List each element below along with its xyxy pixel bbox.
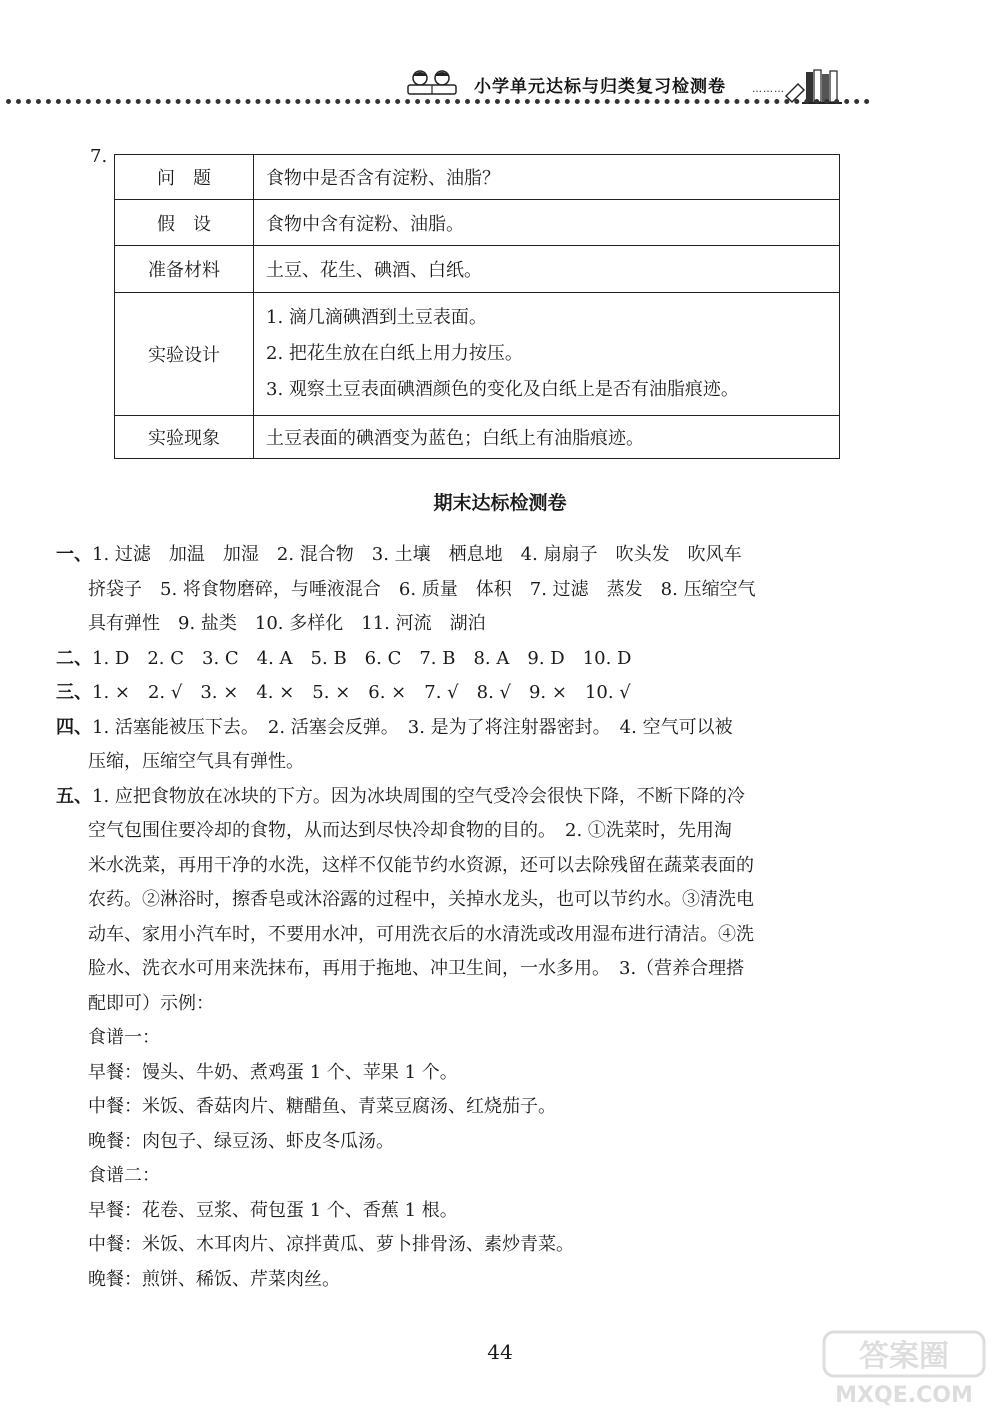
watermark-bottom: MXQE.COM: [835, 1383, 973, 1408]
experiment-table: [114, 154, 840, 459]
answer-line: 农药。②淋浴时，擦香皂或沐浴露的过程中，关掉水龙头，也可以节约水。③清洗电: [88, 889, 754, 910]
recipe-line: 晚餐：肉包子、绿豆汤、虾皮冬瓜汤。: [88, 1130, 394, 1152]
answer-text: 1. D 2. C 3. C 4. A 5. B 6. C 7. B 8. A 9. D 10. D: [92, 647, 632, 669]
row-content: 土豆表面的碘酒变为蓝色；白纸上有油脂痕迹。: [254, 416, 840, 459]
answer-text: 1. 活塞能被压下去。 2. 活塞会反弹。 3. 是为了将注射器密封。 4. 空气可以被: [92, 716, 733, 738]
answer-line: 米水洗菜，再用干净的水洗，这样不仅能节约水资源，还可以去除残留在蔬菜表面的: [88, 854, 754, 876]
recipe-line: 早餐：馒头、牛奶、煮鸡蛋 1 个、苹果 1 个。: [88, 1061, 458, 1083]
table-row: [115, 155, 840, 200]
table-row: [115, 200, 840, 246]
recipe-heading: 食谱一：: [88, 1027, 160, 1048]
kids-reading-icon: [404, 68, 464, 96]
design-step: 1. 滴几滴碘酒到土豆表面。: [266, 307, 487, 328]
recipe-line: 早餐：花卷、豆浆、荷包蛋 1 个、香蕉 1 根。: [88, 1199, 458, 1221]
section-mark: 三、: [56, 682, 92, 703]
answer-line: 配即可）示例：: [88, 992, 214, 1014]
answer-line: [56, 711, 856, 746]
row-content: 食物中是否含有淀粉、油脂？: [254, 155, 840, 200]
row-label: 实验现象: [115, 416, 254, 459]
answer-text: 1. × 2. √ 3. × 4. × 5. × 6. × 7. √ 8. √ 9. × 10. √: [92, 682, 631, 703]
row-content: 食物中含有淀粉、油脂。: [254, 200, 840, 246]
header-dotted-rule: [6, 99, 870, 104]
answer-text: 1. 应把食物放在冰块的下方。因为冰块周围的空气受冷会很快下降，不断下降的冷: [92, 785, 745, 807]
section-mark: 一、: [56, 544, 92, 565]
table-row: [115, 416, 840, 459]
recipe-line: 中餐：米饭、木耳肉片、凉拌黄瓜、萝卜排骨汤、素炒青菜。: [88, 1234, 574, 1255]
section-mark: 二、: [56, 647, 92, 669]
page-header: [0, 62, 1000, 112]
answer-line: 压缩，压缩空气具有弹性。: [88, 751, 304, 772]
watermark-top: 答案圈: [859, 1339, 949, 1374]
recipe-line: 晚餐：煎饼、稀饭、芹菜肉丝。: [88, 1268, 340, 1290]
answer-line: [56, 780, 856, 815]
row-label: 假 设: [115, 200, 254, 246]
answer-text: 1. 过滤 加温 加湿 2. 混合物 3. 土壤 栖息地 4. 扇扇子 吹头发 吹风车: [92, 544, 742, 565]
row-content: 土豆、花生、碘酒、白纸。: [254, 246, 840, 293]
answer-line: 空气包围住要冷却的食物，从而达到尽快冷却食物的目的。 2. ①洗菜时，先用淘: [88, 820, 732, 841]
answer-line: 具有弹性 9. 盐类 10. 多样化 11. 河流 湖泊: [88, 613, 486, 634]
row-label: 准备材料: [115, 246, 254, 293]
page-number: 44: [487, 1340, 513, 1364]
design-step: 2. 把花生放在白纸上用力按压。: [266, 343, 523, 364]
header-trail: ………: [752, 84, 785, 95]
table-row: [115, 293, 840, 416]
design-step: 3. 观察土豆表面碘酒颜色的变化及白纸上是否有油脂痕迹。: [266, 379, 739, 400]
header-title: 小学单元达标与归类复习检测卷: [474, 77, 726, 97]
answer-key: [56, 538, 856, 1297]
answer-line: [56, 538, 856, 573]
answer-line: 动车、家用小汽车时，不要用水冲，可用洗衣后的水清洗或改用湿布进行清洁。④洗: [88, 923, 754, 945]
recipe-line: 中餐：米饭、香菇肉片、糖醋鱼、青菜豆腐汤、红烧茄子。: [88, 1096, 556, 1117]
question-number: 7.: [90, 146, 108, 167]
answer-line: 挤袋子 5. 将食物磨碎，与唾液混合 6. 质量 体积 7. 过滤 蒸发 8. 压缩空气: [88, 578, 756, 600]
row-content: [254, 293, 840, 416]
row-label: 实验设计: [115, 293, 254, 416]
watermark-logo: [820, 1330, 995, 1410]
section-mark: 四、: [56, 716, 92, 738]
section-title: 期末达标检测卷: [433, 492, 567, 514]
section-mark: 五、: [56, 785, 92, 807]
row-label: 问 题: [115, 155, 254, 200]
table-row: [115, 246, 840, 293]
answer-line: [56, 676, 856, 711]
answer-line: 脸水、洗衣水可用来洗抹布，再用于拖地、冲卫生间，一水多用。 3.（营养合理搭: [88, 958, 745, 979]
answer-line: [56, 642, 856, 677]
recipe-heading: 食谱二：: [88, 1165, 160, 1186]
